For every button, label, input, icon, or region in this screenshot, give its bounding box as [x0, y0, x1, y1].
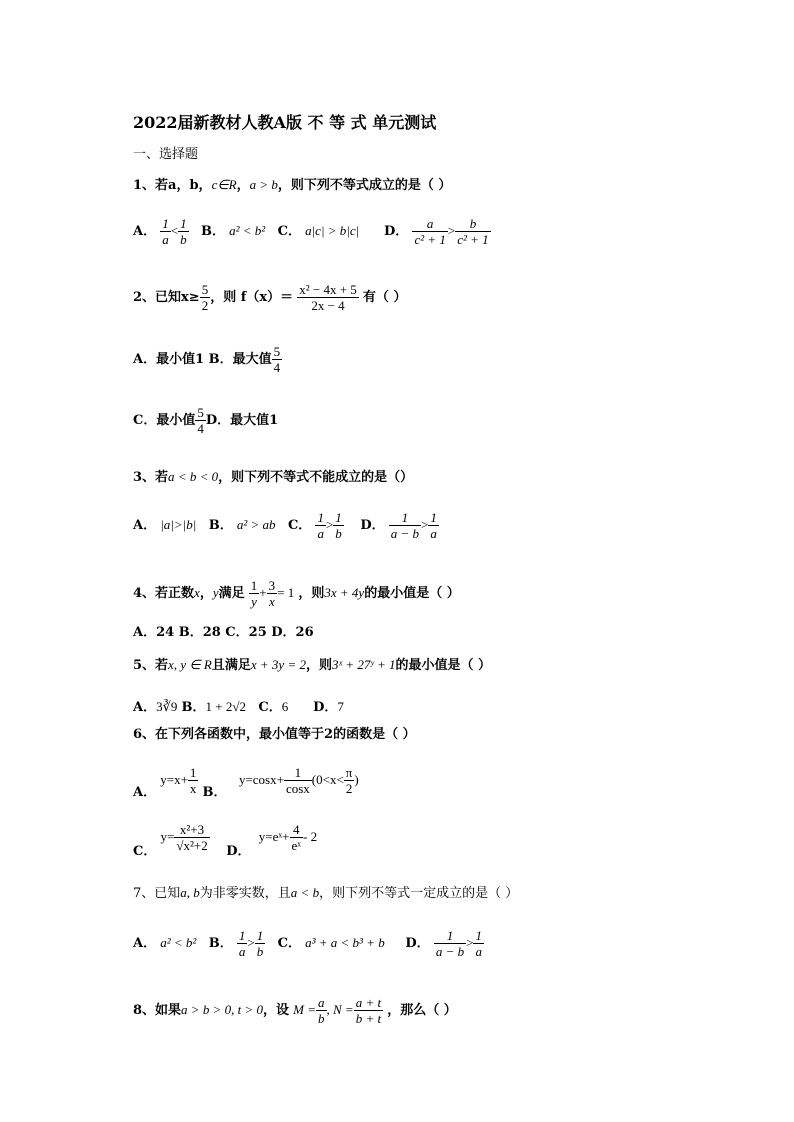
q2-frac-5-4-c: $\frac{5}{4}$	[197, 405, 204, 436]
q7-options	[133, 928, 484, 959]
question-5	[133, 658, 491, 672]
q7-label-a: A．	[133, 936, 157, 951]
question-2	[133, 282, 406, 313]
q5-tail1: ，则	[305, 658, 332, 673]
q3-d-frac-left: $\frac{1}{a - b}$	[390, 510, 420, 541]
q3-tail: ，则下列不等式不能成立的是（）	[218, 470, 414, 485]
question-7	[133, 886, 518, 900]
q4-mid: 满足	[218, 586, 245, 601]
q4-options: A．24 B．28 C．25 D．26	[133, 625, 314, 640]
q6-label-b: B．	[202, 785, 227, 800]
q3-b-expr: a² > ab	[236, 517, 276, 532]
q5-stem: 5、若	[133, 658, 169, 673]
q6-b-pre: y=cosx+	[238, 772, 284, 787]
question-3	[133, 470, 413, 484]
q1-d-op: >	[447, 223, 456, 238]
q1-d-frac-left: $\frac{a}{\text{c² + 1}}$	[414, 216, 446, 247]
q3-c-frac-right: $\frac{1}{b}$	[335, 510, 342, 541]
q7-c-expr: a³ + a < b³ + b	[305, 935, 385, 950]
q3-d-op: >	[421, 517, 429, 532]
q5-options	[133, 700, 344, 714]
q6-b-close: )	[354, 772, 359, 787]
q7-a-expr: a² < b²	[160, 935, 197, 950]
q6-d-frac: $\frac{4}{\text{eˣ}}$	[291, 822, 302, 853]
q6-b-frac: $\frac{1}{\cos x}$	[285, 765, 310, 796]
q7-d-frac-right: $\frac{1}{a}$	[475, 928, 482, 959]
q6-d-post: - 2	[303, 829, 318, 844]
q1-label-b: B．	[200, 224, 225, 239]
q4-tail1: ，则	[298, 586, 325, 601]
q1-d-frac-right: $\frac{b}{\text{c² + 1}}$	[457, 216, 489, 247]
q5-tail2: 的最小值是（ ）	[395, 658, 492, 673]
question-4	[133, 578, 460, 609]
q6-options-cd	[133, 822, 318, 859]
q6-c-frac: $\frac{\text{x²+3}}{\text{√x²+2}}$	[176, 822, 208, 853]
q8-n-frac: $\frac{a + t}{b + t}$	[355, 995, 382, 1026]
q3-label-d: D．	[360, 518, 385, 533]
q4-y: y	[212, 585, 219, 600]
q7-b-frac-left: $\frac{1}{a}$	[238, 928, 246, 959]
q6-a-pre: y=x+	[160, 772, 188, 787]
q5-a-val: 3∛9	[156, 699, 178, 714]
q3-stem: 3、若	[133, 470, 169, 485]
q1-sep: ，	[236, 178, 250, 193]
q7-label-b: B．	[208, 936, 233, 951]
q6-label-c: C．	[133, 844, 157, 859]
q7-ab: a, b	[180, 885, 200, 900]
q1-label-c: C．	[277, 224, 301, 239]
question-6: 6、在下列各函数中，最小值等于2的函数是（ ）	[133, 727, 416, 742]
q3-options	[133, 510, 439, 541]
q3-a-expr: |a|>|b|	[160, 517, 197, 532]
q1-stem: 1、若a，b，	[133, 178, 212, 193]
q1-options	[133, 216, 491, 247]
q1-a-frac-left: $\frac{1}{a}$	[162, 216, 169, 247]
q1-cond1: c∈R	[211, 177, 237, 192]
q8-mid: ，设	[262, 1003, 289, 1018]
q7-mid: 为非零实数，且	[199, 886, 291, 901]
q6-d-pre: y=eˣ+	[258, 829, 290, 844]
q2-opt2b: D．最大值1	[205, 413, 279, 428]
q2-options-ab	[133, 344, 282, 375]
q1-a-op: <	[170, 223, 179, 238]
q2-tail: 有（ ）	[362, 290, 407, 305]
q8-cond: a > b > 0, t > 0	[181, 1002, 263, 1017]
q2-frac-5-4-b: $\frac{5}{4}$	[273, 344, 281, 375]
q5-label-b: B．	[181, 700, 206, 715]
q2-stem: 2、已知x≥	[133, 290, 200, 305]
q6-label-a: A．	[133, 785, 157, 800]
q3-label-b: B．	[208, 518, 233, 533]
q3-c-op: >	[325, 517, 334, 532]
q8-m: M =	[293, 1002, 316, 1017]
q4-plus: +	[259, 585, 267, 600]
q5-cond: x, y ∈ R	[168, 657, 212, 672]
q1-label-a: A．	[133, 224, 157, 239]
q3-cond: a < b < 0	[168, 469, 219, 484]
q7-d-frac-left: $\frac{1}{a - b}$	[435, 928, 465, 959]
page-title: 2022届新教材人教A版 不 等 式 单元测试	[133, 113, 437, 132]
q7-b-frac-right: $\frac{1}{b}$	[256, 928, 264, 959]
q1-c-expr: a|c| > b|c|	[305, 223, 360, 238]
q2-function-frac: $\frac{\text{x² − 4x + 5}}{2x - 4}$	[299, 282, 357, 313]
q7-label-d: D．	[405, 936, 430, 951]
q5-eq: x + 3y = 2	[250, 657, 306, 672]
q5-mid: 且满足	[211, 658, 251, 673]
q6-a-frac: $\frac{1}{x}$	[189, 765, 197, 796]
q6-b-cond: (0<x<	[311, 772, 344, 787]
section-heading: 一、选择题	[133, 147, 199, 162]
q3-d-frac-right: $\frac{1}{a}$	[430, 510, 437, 541]
q5-label-c: C．	[258, 700, 282, 715]
q2-options-cd	[133, 405, 278, 436]
q8-n: , N =	[326, 1002, 354, 1017]
q5-label-a: A．	[133, 700, 157, 715]
q3-label-a: A．	[133, 518, 157, 533]
q1-b-expr: a² < b²	[229, 223, 266, 238]
q5-label-d: D．	[313, 700, 338, 715]
q2-opt1: A．最小值1 B．最大值	[133, 352, 272, 367]
q8-m-frac: $\frac{a}{b}$	[318, 995, 325, 1026]
q6-label-d: D．	[226, 844, 251, 859]
q5-expr: 3ˣ + 27ʸ + 1	[331, 657, 396, 672]
q7-b-op: >	[247, 935, 255, 950]
q3-c-frac-left: $\frac{1}{a}$	[317, 510, 324, 541]
q4-comma: ，	[199, 586, 213, 601]
q7-stem: 7、已知	[133, 886, 181, 901]
q8-stem: 8、如果	[133, 1003, 182, 1018]
q4-frac-1-y: $\frac{1}{y}$	[250, 578, 258, 609]
q7-label-c: C．	[277, 936, 301, 951]
q4-tail2: 的最小值是（ ）	[364, 586, 460, 601]
q2-opt2: C．最小值	[133, 413, 196, 428]
q6-options-ab	[133, 765, 359, 800]
q4-expr: 3x + 4y	[324, 585, 365, 600]
question-1	[133, 178, 451, 192]
q1-label-d: D．	[384, 224, 409, 239]
q1-tail: ，则下列不等式成立的是（ ）	[277, 178, 452, 193]
q3-label-c: C．	[287, 518, 312, 533]
q5-d-val: 7	[337, 699, 344, 714]
q1-a-frac-right: $\frac{1}{b}$	[180, 216, 187, 247]
q4-frac-3-x: $\frac{3}{x}$	[268, 578, 276, 609]
q5-c-val: 6	[281, 699, 289, 714]
q7-d-op: >	[466, 935, 474, 950]
q5-b-val: 1 + 2√2	[205, 699, 246, 714]
q7-tail: ，则下列不等式一定成立的是（ ）	[319, 886, 519, 901]
q4-stem: 4、若正数	[133, 586, 195, 601]
q6-b-pi-frac: $\frac{\pi}{2}$	[345, 765, 353, 796]
question-8	[133, 995, 457, 1026]
q2-mid: ，则 f（x）＝	[210, 290, 294, 305]
q1-cond2: a > b	[249, 177, 278, 192]
q6-c-pre: y=	[160, 829, 175, 844]
q4-eq: = 1	[277, 585, 295, 600]
q4-x: x	[194, 585, 200, 600]
q7-cond: a < b	[290, 885, 320, 900]
q2-frac-5-2: $\frac{5}{2}$	[201, 282, 209, 313]
q8-tail: ，那么（ ）	[387, 1003, 457, 1018]
